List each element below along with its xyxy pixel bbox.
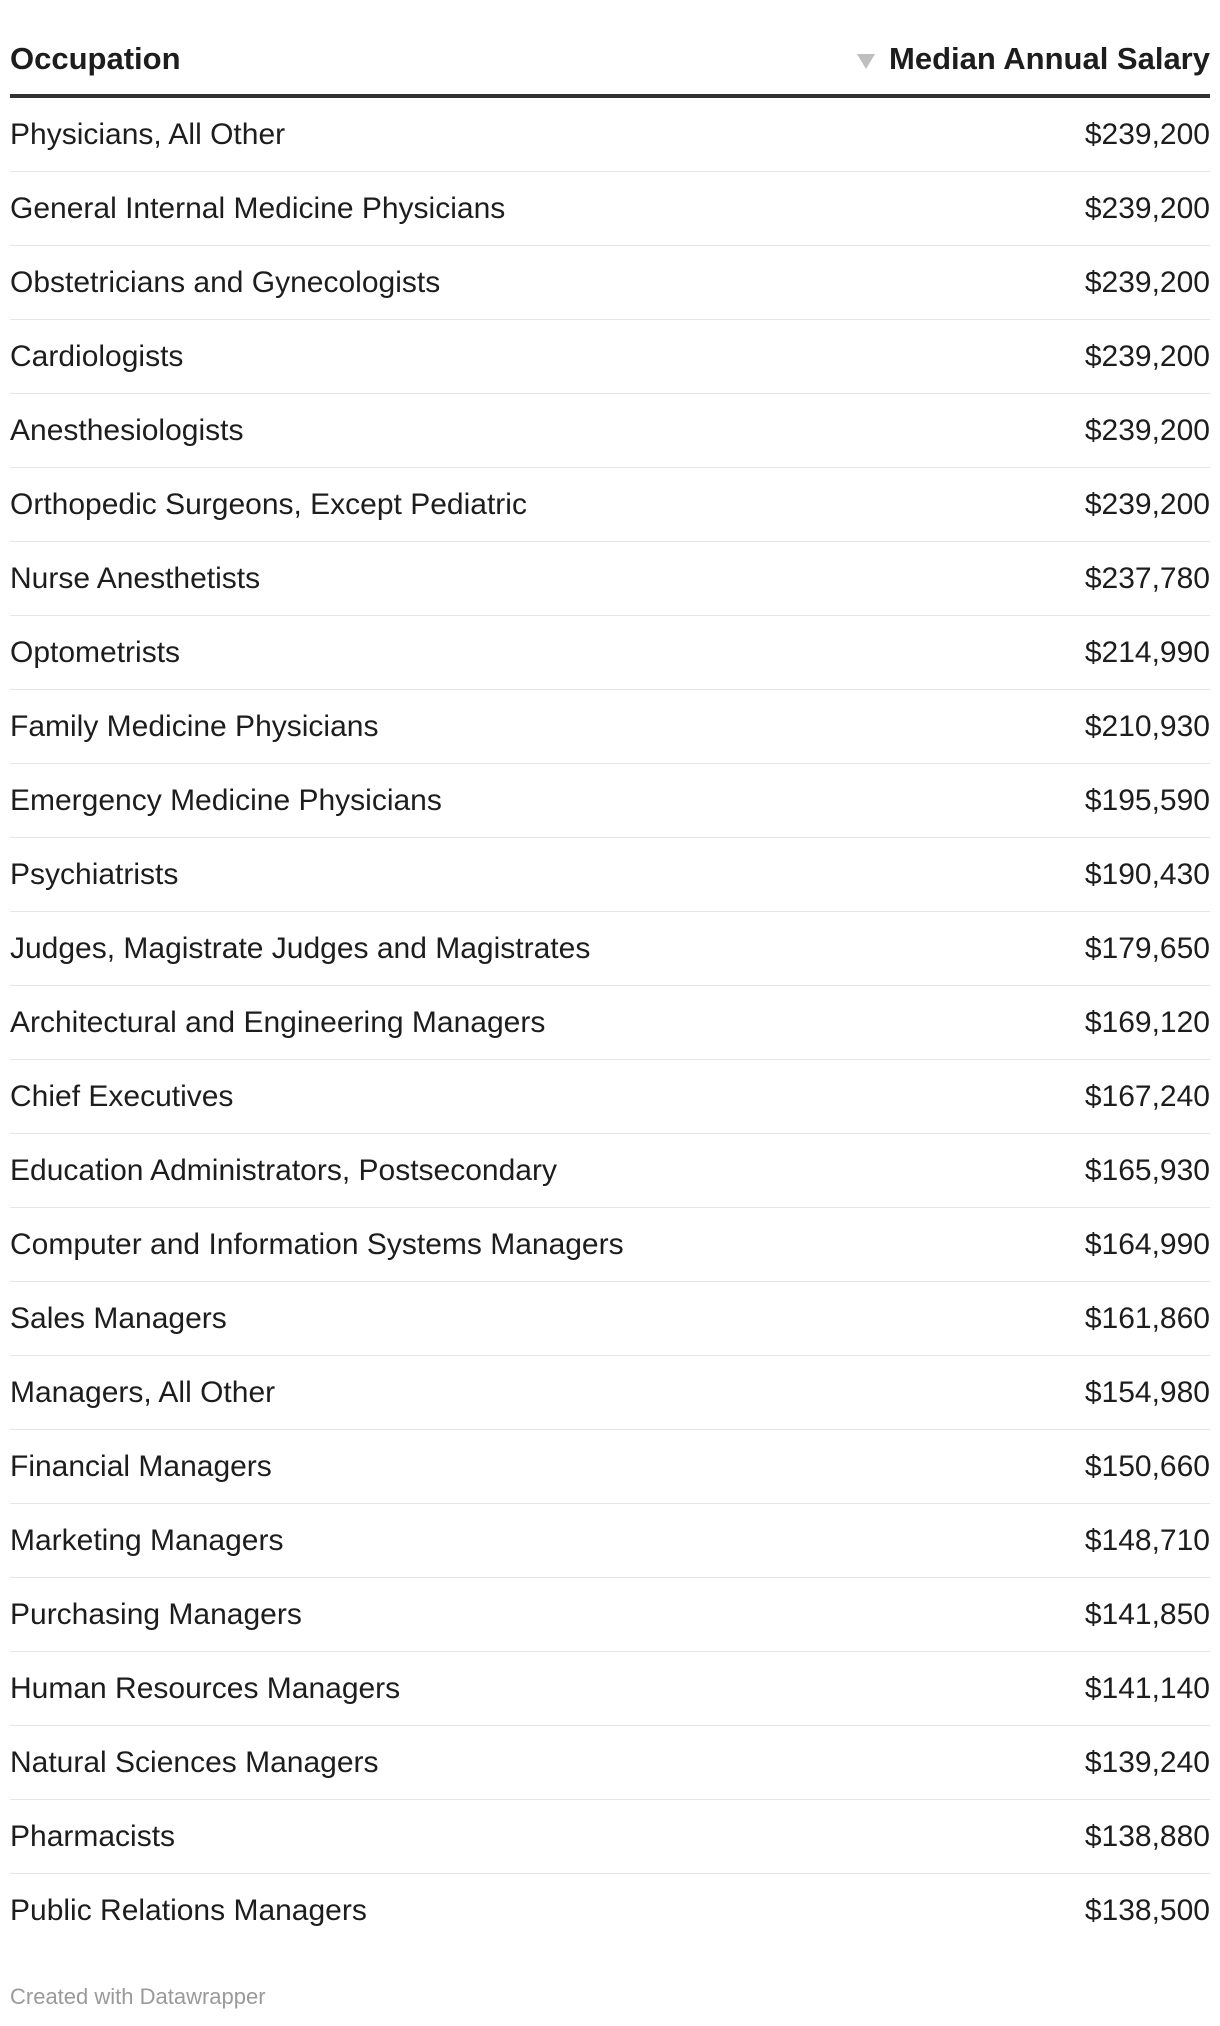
- column-header-salary-label: Median Annual Salary: [889, 41, 1210, 76]
- table-header: [10, 0, 1210, 98]
- table-row: [10, 764, 1210, 838]
- table-row: [10, 690, 1210, 764]
- sort-descending-icon[interactable]: [857, 54, 875, 69]
- table-row: [10, 616, 1210, 690]
- salary-cell: $161,860: [1084, 1301, 1210, 1335]
- salary-cell: $169,120: [1084, 1005, 1210, 1039]
- table-row: [10, 1134, 1210, 1208]
- salary-cell: $167,240: [1084, 1079, 1210, 1113]
- occupation-cell: Sales Managers: [10, 1301, 227, 1335]
- table-row: [10, 1060, 1210, 1134]
- salary-cell: $239,200: [1084, 339, 1210, 373]
- occupation-cell: Education Administrators, Postsecondary: [10, 1153, 557, 1187]
- table-row: [10, 1874, 1210, 1948]
- salary-cell: $214,990: [1084, 635, 1210, 669]
- table-row: [10, 468, 1210, 542]
- occupation-cell: Public Relations Managers: [10, 1894, 367, 1927]
- table-row: [10, 986, 1210, 1060]
- salary-cell: $195,590: [1084, 783, 1210, 817]
- table-row: [10, 1726, 1210, 1800]
- occupation-cell: Physicians, All Other: [10, 117, 286, 151]
- table-row: [10, 912, 1210, 986]
- salary-cell: $239,200: [1084, 265, 1210, 299]
- salary-cell: $237,780: [1084, 561, 1210, 595]
- occupation-cell: Judges, Magistrate Judges and Magistrates: [10, 931, 591, 965]
- salary-cell: $190,430: [1084, 857, 1210, 891]
- salary-table: [10, 0, 1210, 1948]
- occupation-cell: Orthopedic Surgeons, Except Pediatric: [10, 487, 527, 521]
- table-row: [10, 1652, 1210, 1726]
- occupation-cell: Family Medicine Physicians: [10, 709, 379, 743]
- salary-cell: $141,140: [1084, 1671, 1210, 1705]
- occupation-cell: Chief Executives: [10, 1079, 234, 1113]
- salary-cell: $141,850: [1084, 1597, 1210, 1631]
- occupation-cell: Natural Sciences Managers: [10, 1745, 379, 1779]
- datawrapper-credit: Created with Datawrapper: [10, 1984, 266, 2009]
- table-row: [10, 246, 1210, 320]
- table-row: [10, 1800, 1210, 1874]
- salary-cell: $139,240: [1084, 1745, 1210, 1779]
- table-row: [10, 1208, 1210, 1282]
- occupation-cell: Architectural and Engineering Managers: [10, 1005, 546, 1039]
- table-row: [10, 542, 1210, 616]
- salary-cell: $210,930: [1084, 709, 1210, 743]
- table-row: [10, 394, 1210, 468]
- occupation-cell: Financial Managers: [10, 1449, 272, 1483]
- table-row: [10, 320, 1210, 394]
- occupation-cell: Marketing Managers: [10, 1523, 284, 1557]
- salary-cell: $150,660: [1084, 1449, 1210, 1483]
- salary-cell: $239,200: [1084, 117, 1210, 151]
- occupation-cell: Pharmacists: [10, 1819, 176, 1853]
- table-row: [10, 1504, 1210, 1578]
- table-row: [10, 1430, 1210, 1504]
- occupation-cell: Cardiologists: [10, 339, 184, 373]
- occupation-cell: General Internal Medicine Physicians: [10, 191, 506, 225]
- table-body: [10, 98, 1210, 1948]
- salary-cell: $164,990: [1084, 1227, 1210, 1261]
- occupation-cell: Optometrists: [10, 635, 181, 669]
- occupation-cell: Managers, All Other: [10, 1375, 276, 1409]
- occupation-cell: Computer and Information Systems Managers: [10, 1227, 624, 1261]
- occupation-cell: Purchasing Managers: [10, 1597, 302, 1631]
- occupation-cell: Anesthesiologists: [10, 413, 244, 447]
- table-row: [10, 838, 1210, 912]
- salary-cell: $239,200: [1084, 413, 1210, 447]
- salary-cell: $179,650: [1084, 931, 1210, 965]
- column-header-salary[interactable]: [857, 40, 1210, 78]
- table-row: [10, 1578, 1210, 1652]
- salary-cell: $154,980: [1084, 1375, 1210, 1409]
- column-header-occupation[interactable]: Occupation: [10, 41, 181, 76]
- salary-cell: $239,200: [1084, 487, 1210, 521]
- occupation-cell: Nurse Anesthetists: [10, 561, 261, 595]
- salary-cell: $148,710: [1084, 1523, 1210, 1557]
- occupation-cell: Human Resources Managers: [10, 1671, 401, 1705]
- occupation-cell: Obstetricians and Gynecologists: [10, 265, 441, 299]
- salary-cell: $239,200: [1084, 191, 1210, 225]
- salary-cell: $138,880: [1084, 1819, 1210, 1853]
- salary-cell: $138,500: [1084, 1894, 1210, 1927]
- table-row: [10, 1356, 1210, 1430]
- salary-cell: $165,930: [1084, 1153, 1210, 1187]
- occupation-cell: Psychiatrists: [10, 857, 179, 891]
- occupation-cell: Emergency Medicine Physicians: [10, 783, 442, 817]
- table-row: [10, 172, 1210, 246]
- table-row: [10, 1282, 1210, 1356]
- table-row: [10, 98, 1210, 172]
